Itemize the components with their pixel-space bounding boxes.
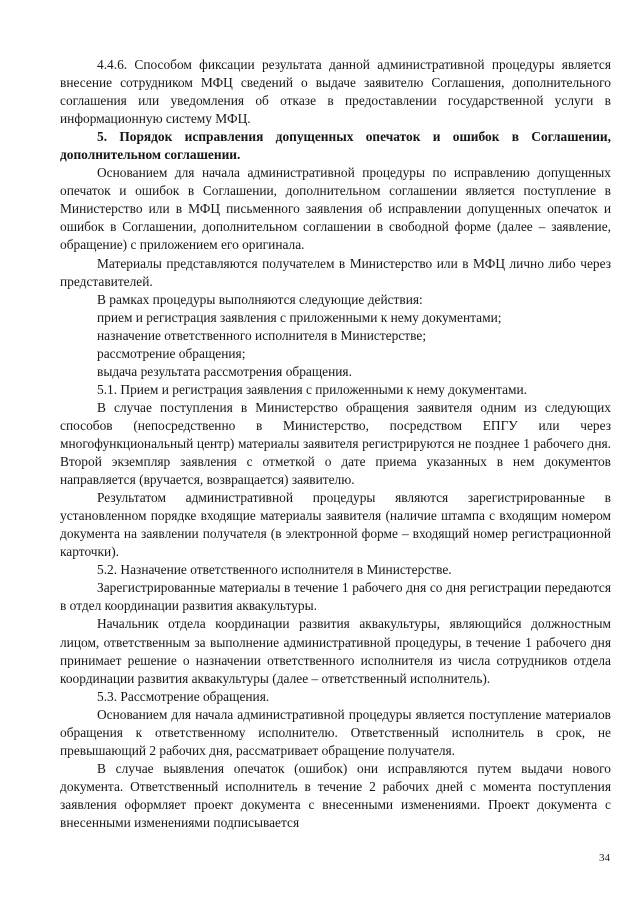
list-item-action-3: рассмотрение обращения; — [97, 345, 246, 361]
paragraph-materials: Материалы представляются получателем в Министерство или в МФЦ лично либо через представителей. — [60, 255, 611, 289]
paragraph-registration: В случае поступления в Министерство обращения заявителя одним из следующих способов (непосредственно в Министерство, посредством ЕПГУ или через многофункциональный центр) материалы заявителя регистрируются не позднее 1 рабочего дня. Второй экземпляр заявления с отметкой о дате приема указанных в нем документов направляется (вручается, возвращается) заявителю. — [60, 399, 611, 488]
paragraph-actions-intro: В рамках процедуры выполняются следующие действия: — [97, 291, 423, 307]
subsection-5-3-heading: 5.3. Рассмотрение обращения. — [97, 688, 270, 704]
section-5-heading: 5. Порядок исправления допущенных опечаток и ошибок в Соглашении, дополнительном соглашении. — [60, 129, 611, 163]
paragraph-basis: Основанием для начала административной процедуры по исправлению допущенных опечаток и ошибок в Соглашении, дополнительном соглашении является поступление в Министерство или в МФЦ письменного заявления об исправлении допущенных опечаток и ошибок в Соглашении, дополнительном соглашении в свободной форме (далее – заявление, обращение) с приложением его оригинала. — [60, 165, 611, 253]
subsection-5-2-heading: 5.2. Назначение ответственного исполнителя в Министерстве. — [97, 562, 452, 578]
paragraph-4-4-6: 4.4.6. Способом фиксации результата данной административной процедуры является внесение сотрудником МФЦ сведений о выдаче заявителю Соглашения, дополнительного соглашения или уведомления об отказе в предоставлении государственной услуги в информационную систему МФЦ. — [60, 57, 611, 127]
page-number: 34 — [599, 852, 610, 864]
paragraph-review-basis: Основанием для начала административной процедуры является поступление материалов обращения к ответственному исполнителю. Ответственный исполнитель в срок, не превышающий 2 рабочих дня, рассматривает обращение получателя. — [60, 706, 611, 758]
paragraph-transfer: Зарегистрированные материалы в течение 1 рабочего дня со дня регистрации передаются в отдел координации развития аквакультуры. — [60, 580, 611, 614]
list-item-action-2: назначение ответственного исполнителя в Министерстве; — [97, 327, 427, 343]
list-item-action-4: выдача результата рассмотрения обращения. — [97, 363, 352, 379]
list-item-action-1: прием и регистрация заявления с приложенными к нему документами; — [97, 309, 502, 325]
subsection-5-1-heading: 5.1. Прием и регистрация заявления с приложенными к нему документами. — [97, 381, 528, 397]
document-body — [60, 56, 611, 832]
paragraph-corrections: В случае выявления опечаток (ошибок) они исправляются путем выдачи нового документа. Ответственный исполнитель в течение 2 рабочих дней с момента поступления заявления оформляет проект документа с внесенными изменениями. Проект документа с внесенными изменениями подписывается — [60, 760, 611, 830]
paragraph-head-of-department: Начальник отдела координации развития аквакультуры, являющийся должностным лицом, ответственным за выполнение административной процедуры, в течение 1 рабочего дня принимает решение о назначении ответственного исполнителя из числа сотрудников отдела координации развития аквакультуры (далее – ответственный исполнитель). — [60, 616, 611, 686]
paragraph-registration-result: Результатом административной процедуры являются зарегистрированные в установленном порядке входящие материалы заявителя (наличие штампа с входящим номером документа на заявлении получателя (в электронной форме – входящий номер регистрационной карточки). — [60, 490, 611, 560]
